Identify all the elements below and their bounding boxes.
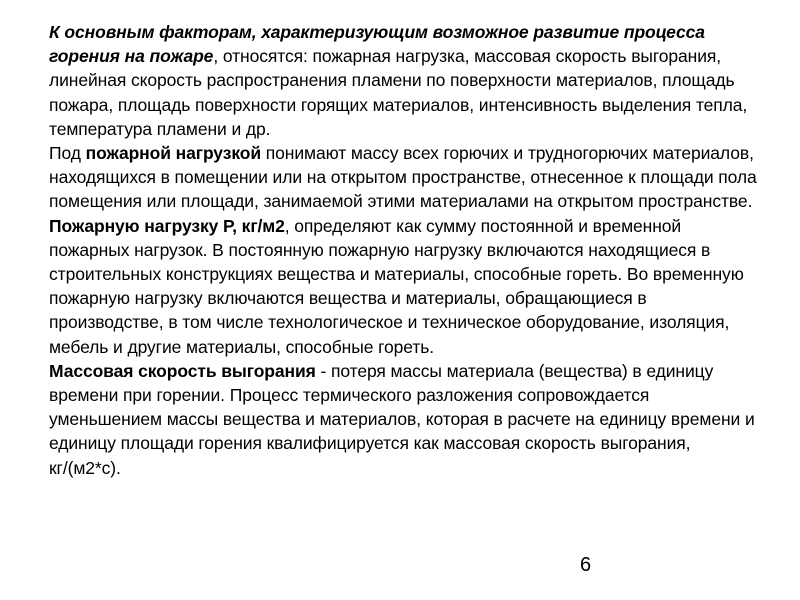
factors-lead: К основным факторам, характеризующим возможное развитие процесса горения на пожаре bbox=[49, 22, 705, 67]
page-number: 6 bbox=[580, 554, 592, 576]
fire-load-term: пожарной нагрузкой bbox=[85, 143, 261, 164]
mass-burning-rate-text: - потеря массы материала (вещества) в единицу времени при горении. Процесс термического разложения сопровождается уменьшением массы вещества и материалов, которая в расчете на единицу времени и единицу площади горения квалифицируется как массовая скорость выгорания, кг/(м2*с). bbox=[49, 360, 755, 478]
paragraph-mass-burning-rate bbox=[49, 359, 764, 480]
fire-load-p-text: , определяют как сумму постоянной и временной пожарных нагрузок. В постоянную пожарную нагрузку включаются находящиеся в строительных конструкциях вещества и материалы, способные гореть. Во временную пожарную нагрузку включаются вещества и материалы, обращающиеся в производстве, в том числе технологическое и техническое оборудование, изоляция, мебель и другие материалы, способные гореть. bbox=[49, 215, 744, 357]
fire-load-prefix: Под bbox=[49, 143, 86, 164]
fire-load-text: понимают массу всех горючих и трудногорючих материалов, находящихся в помещении или на открытом пространстве, отнесенное к площади пола помещения или площади, занимаемой этими материалами на открытом пространстве. bbox=[49, 143, 757, 212]
fire-load-p-term: Пожарную нагрузку Р, кг/м2 bbox=[49, 215, 285, 236]
factors-text: , относятся: пожарная нагрузка, массовая скорость выгорания, линейная скорость распространения пламени по поверхности материалов, площадь пожара, площадь поверхности горящих материалов, интенсивность выделения тепла, температура пламени и др. bbox=[49, 46, 748, 139]
slide-text-body bbox=[49, 20, 764, 480]
paragraph-factors bbox=[49, 20, 764, 141]
paragraph-fire-load-calculation bbox=[49, 214, 764, 359]
paragraph-fire-load-definition bbox=[49, 141, 764, 214]
mass-burning-rate-term: Массовая скорость выгорания bbox=[49, 360, 316, 381]
